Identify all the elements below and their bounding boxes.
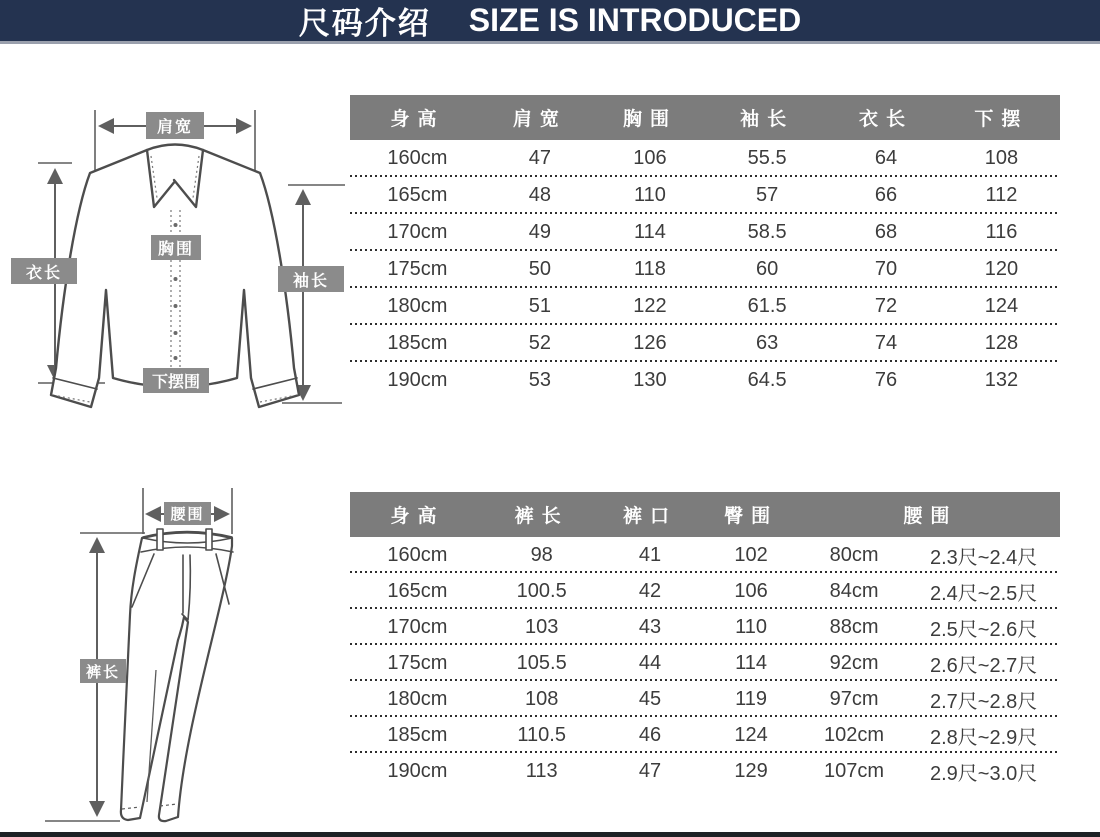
table-cell: 119 [735, 687, 768, 710]
column-header: 下摆 [974, 109, 1029, 130]
table-cell: 106 [633, 147, 667, 169]
table-cell: 97cm [829, 687, 879, 710]
table-cell: 57 [755, 184, 779, 206]
table-cell: 124 [984, 295, 1019, 317]
table-cell: 190cm [387, 369, 448, 391]
table-cell: 49 [528, 221, 552, 243]
waist-label: 腰围 [164, 502, 211, 525]
sleeve-length-label: 袖长 [278, 266, 344, 292]
table-cell: 76 [874, 369, 898, 391]
table-cell: 64.5 [747, 369, 787, 391]
table-cell: 120 [984, 258, 1019, 280]
table-cell: 84cm [829, 579, 879, 602]
table-cell: 74 [874, 332, 898, 354]
table-cell: 165cm [387, 184, 448, 206]
table-cell: 46 [638, 723, 662, 746]
table-cell: 47 [638, 759, 662, 782]
table-cell: 122 [633, 295, 667, 317]
hem-label: 下摆围 [143, 368, 209, 393]
shirt-size-table [350, 95, 1060, 399]
column-header: 裤长 [514, 506, 569, 527]
column-header: 身高 [390, 506, 445, 527]
table-cell: 110.5 [517, 723, 566, 746]
table-cell: 108 [525, 687, 559, 710]
pants-measurement-diagram [40, 480, 360, 837]
table-cell: 185cm [387, 332, 448, 354]
table-cell: 110 [634, 184, 666, 206]
table-cell: 72 [874, 295, 898, 317]
shirt-measurement-diagram [0, 60, 350, 420]
table-cell: 43 [638, 615, 662, 638]
table-cell: 126 [633, 332, 667, 354]
table-cell: 2.9尺~3.0尺 [929, 762, 1038, 785]
title-chinese: 尺码介绍 [298, 6, 431, 41]
column-header: 身高 [390, 109, 445, 130]
table-row [350, 214, 1060, 251]
table-cell: 160cm [387, 543, 448, 566]
table-row [350, 609, 1060, 645]
column-header: 胸围 [622, 109, 677, 130]
table-row [350, 573, 1060, 609]
table-cell: 2.8尺~2.9尺 [929, 726, 1038, 749]
table-cell: 160cm [387, 147, 448, 169]
table-cell: 2.5尺~2.6尺 [929, 618, 1038, 641]
table-row [350, 288, 1060, 325]
column-header: 袖长 [740, 109, 795, 130]
table-cell: 92cm [829, 651, 879, 674]
table-cell: 55.5 [747, 147, 787, 169]
table-cell: 45 [638, 687, 662, 710]
bottom-divider-bar [0, 832, 1100, 837]
column-header: 裤口 [622, 506, 677, 527]
chest-label: 胸围 [151, 235, 201, 260]
table-row [350, 362, 1060, 399]
table-cell: 128 [984, 332, 1019, 354]
table-cell: 2.7尺~2.8尺 [929, 690, 1038, 713]
table-cell: 118 [634, 258, 666, 280]
table-cell: 132 [984, 369, 1019, 391]
table-cell: 98 [530, 543, 553, 566]
table-cell: 100.5 [516, 579, 567, 602]
table-cell: 42 [638, 579, 662, 602]
table-cell: 165cm [387, 579, 448, 602]
table-cell: 51 [528, 295, 552, 317]
table-cell: 60 [755, 258, 779, 280]
table-cell: 103 [525, 615, 559, 638]
table-cell: 70 [874, 258, 898, 280]
table-cell: 124 [734, 723, 768, 746]
table-cell: 114 [634, 221, 666, 243]
table-cell: 108 [984, 147, 1019, 169]
table-header-row [350, 492, 1060, 537]
table-cell: 52 [528, 332, 552, 354]
table-cell: 2.6尺~2.7尺 [929, 654, 1038, 677]
table-cell: 64 [874, 147, 898, 169]
table-cell: 180cm [387, 295, 448, 317]
column-header: 衣长 [859, 109, 914, 130]
table-cell: 2.3尺~2.4尺 [929, 546, 1038, 569]
table-cell: 68 [874, 221, 898, 243]
table-cell: 102 [734, 543, 768, 566]
table-cell: 50 [528, 258, 552, 280]
table-row [350, 251, 1060, 288]
table-cell: 44 [638, 651, 662, 674]
title-banner [0, 0, 1100, 44]
column-header: 臀围 [724, 506, 779, 527]
table-cell: 110 [735, 615, 768, 638]
table-cell: 107cm [824, 759, 885, 782]
table-cell: 63 [755, 332, 779, 354]
table-cell: 112 [985, 184, 1018, 206]
table-cell: 53 [528, 369, 552, 391]
table-row [350, 717, 1060, 753]
table-cell: 114 [735, 651, 768, 674]
table-cell: 130 [633, 369, 667, 391]
column-header: 腰围 [903, 506, 958, 527]
table-cell: 170cm [387, 221, 448, 243]
table-row [350, 537, 1060, 573]
table-cell: 58.5 [747, 221, 787, 243]
pants-length-label: 裤长 [80, 659, 126, 683]
table-cell: 66 [874, 184, 898, 206]
table-cell: 116 [985, 221, 1018, 243]
title-english: SIZE IS INTRODUCED [468, 2, 802, 38]
table-cell: 185cm [387, 723, 448, 746]
table-cell: 47 [528, 147, 552, 169]
table-cell: 190cm [387, 759, 448, 782]
table-cell: 41 [638, 543, 662, 566]
table-cell: 102cm [824, 723, 885, 746]
table-cell: 105.5 [516, 651, 567, 674]
table-cell: 170cm [387, 615, 448, 638]
table-row [350, 753, 1060, 789]
column-header: 肩宽 [512, 109, 567, 130]
table-cell: 61.5 [747, 295, 787, 317]
table-cell: 175cm [387, 258, 448, 280]
table-cell: 113 [525, 759, 558, 782]
table-cell: 80cm [829, 543, 879, 566]
table-cell: 88cm [829, 615, 879, 638]
garment-length-label: 衣长 [11, 258, 77, 284]
table-cell: 175cm [387, 651, 448, 674]
table-row [350, 681, 1060, 717]
pants-size-table [350, 492, 1060, 789]
table-header-row [350, 95, 1060, 140]
table-row [350, 140, 1060, 177]
table-cell: 129 [734, 759, 768, 782]
shoulder-width-label: 肩宽 [146, 112, 204, 139]
table-cell: 106 [734, 579, 768, 602]
table-row [350, 645, 1060, 681]
table-cell: 48 [528, 184, 552, 206]
table-row [350, 177, 1060, 214]
table-cell: 2.4尺~2.5尺 [929, 582, 1038, 605]
table-cell: 180cm [387, 687, 448, 710]
table-row [350, 325, 1060, 362]
